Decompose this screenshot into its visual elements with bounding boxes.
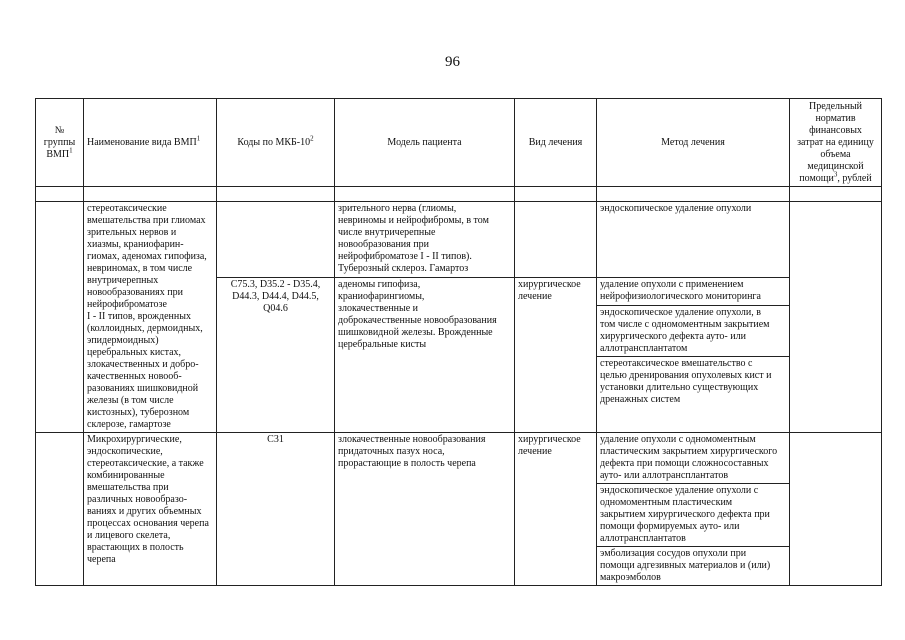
treatment-method-cell: эндоскопическое удаление опухоли, в том числе с одномоментным закрытием хирургического дефекта ауто- или аллотрансплантатом — [597, 306, 790, 357]
icd-cell — [217, 202, 335, 278]
treatment-kind-cell — [515, 202, 597, 278]
patient-model-cell: зрительного нерва (глиомы, невриномы и нейрофибромы, в том числе внутричерепные новообразования при нейрофиброматозе I - II типов). Туберозный склероз. Гамартоз — [335, 202, 515, 278]
spacer-row — [36, 187, 882, 202]
header-patient-model: Модель пациента — [335, 99, 515, 187]
treatment-kind-cell: хирургическое лечение — [515, 433, 597, 586]
header-group-number: № группы ВМП$^1$ — [36, 99, 84, 187]
treatment-method-cell: эндоскопическое удаление опухоли с одномоментным пластическим закрытием хирургического дефекта при помощи формируемых ауто- или аллотрансплантатов — [597, 484, 790, 547]
treatment-method-cell: удаление опухоли с одномоментным пластическим закрытием хирургического дефекта при помощи сложносоставных ауто- или аллотрансплантатов — [597, 433, 790, 484]
table-row — [36, 202, 882, 278]
table-row — [36, 433, 882, 484]
patient-model-cell: аденомы гипофиза, краниофарингиомы, злокачественные и доброкачественные новообразования шишковидной железы. Врожденные церебральные кисты — [335, 278, 515, 433]
treatment-method-cell: удаление опухоли с применением нейрофизиологического мониторинга — [597, 278, 790, 306]
vmp-name-cell: Микрохирургические, эндоскопические, стереотаксические, а также комбинированные вмешательства при различных новообразо- ваниях и других объемных процессах основания черепа и лицевого скелета, врастающих в полость черепа — [84, 433, 217, 586]
cost-cell — [790, 433, 882, 586]
page-number: 96 — [445, 54, 460, 70]
table-header-row — [36, 99, 882, 187]
vmp-table — [35, 98, 882, 586]
header-cost-norm: Предельный норматив финансовых затрат на единицу объема медицинской помощи$^3$, рублей — [790, 99, 882, 187]
cost-cell — [790, 202, 882, 433]
group-number-cell — [36, 433, 84, 586]
treatment-method-cell: стереотаксическое вмешательство с целью дренирования опухолевых кист и установки длительно существующих дренажных систем — [597, 357, 790, 433]
treatment-kind-cell: хирургическое лечение — [515, 278, 597, 433]
vmp-name-cell: стереотаксические вмешательства при глиомах зрительных нервов и хиазмы, краниофарин- гиомах, аденомах гипофиза, невриномах, в том числе внутричерепных новообразованиях при нейрофиброматозе I - II типов, врожденных (коллоидных, дермоидных, эпидермоидных) церебральных кистах, злокачественных и добро- качественных новооб- разованиях шишковидной железы (в том числе кистозных), туберозном склерозе, гамартозе — [84, 202, 217, 433]
header-treatment-method: Метод лечения — [597, 99, 790, 187]
header-vmp-name: Наименование вида ВМП$^1$ — [84, 99, 217, 187]
header-icd-codes: Коды по МКБ-$10^2$ — [217, 99, 335, 187]
header-treatment-kind: Вид лечения — [515, 99, 597, 187]
treatment-method-cell: эндоскопическое удаление опухоли — [597, 202, 790, 278]
patient-model-cell: злокачественные новообразования придаточных пазух носа, прорастающие в полость черепа — [335, 433, 515, 586]
group-number-cell — [36, 202, 84, 433]
treatment-method-cell: эмболизация сосудов опухоли при помощи адгезивных материалов и (или) макроэмболов — [597, 547, 790, 586]
icd-cell: C75.3, D35.2 - D35.4, D44.3, D44.4, D44.5, Q04.6 — [217, 278, 335, 433]
icd-cell: C31 — [217, 433, 335, 586]
